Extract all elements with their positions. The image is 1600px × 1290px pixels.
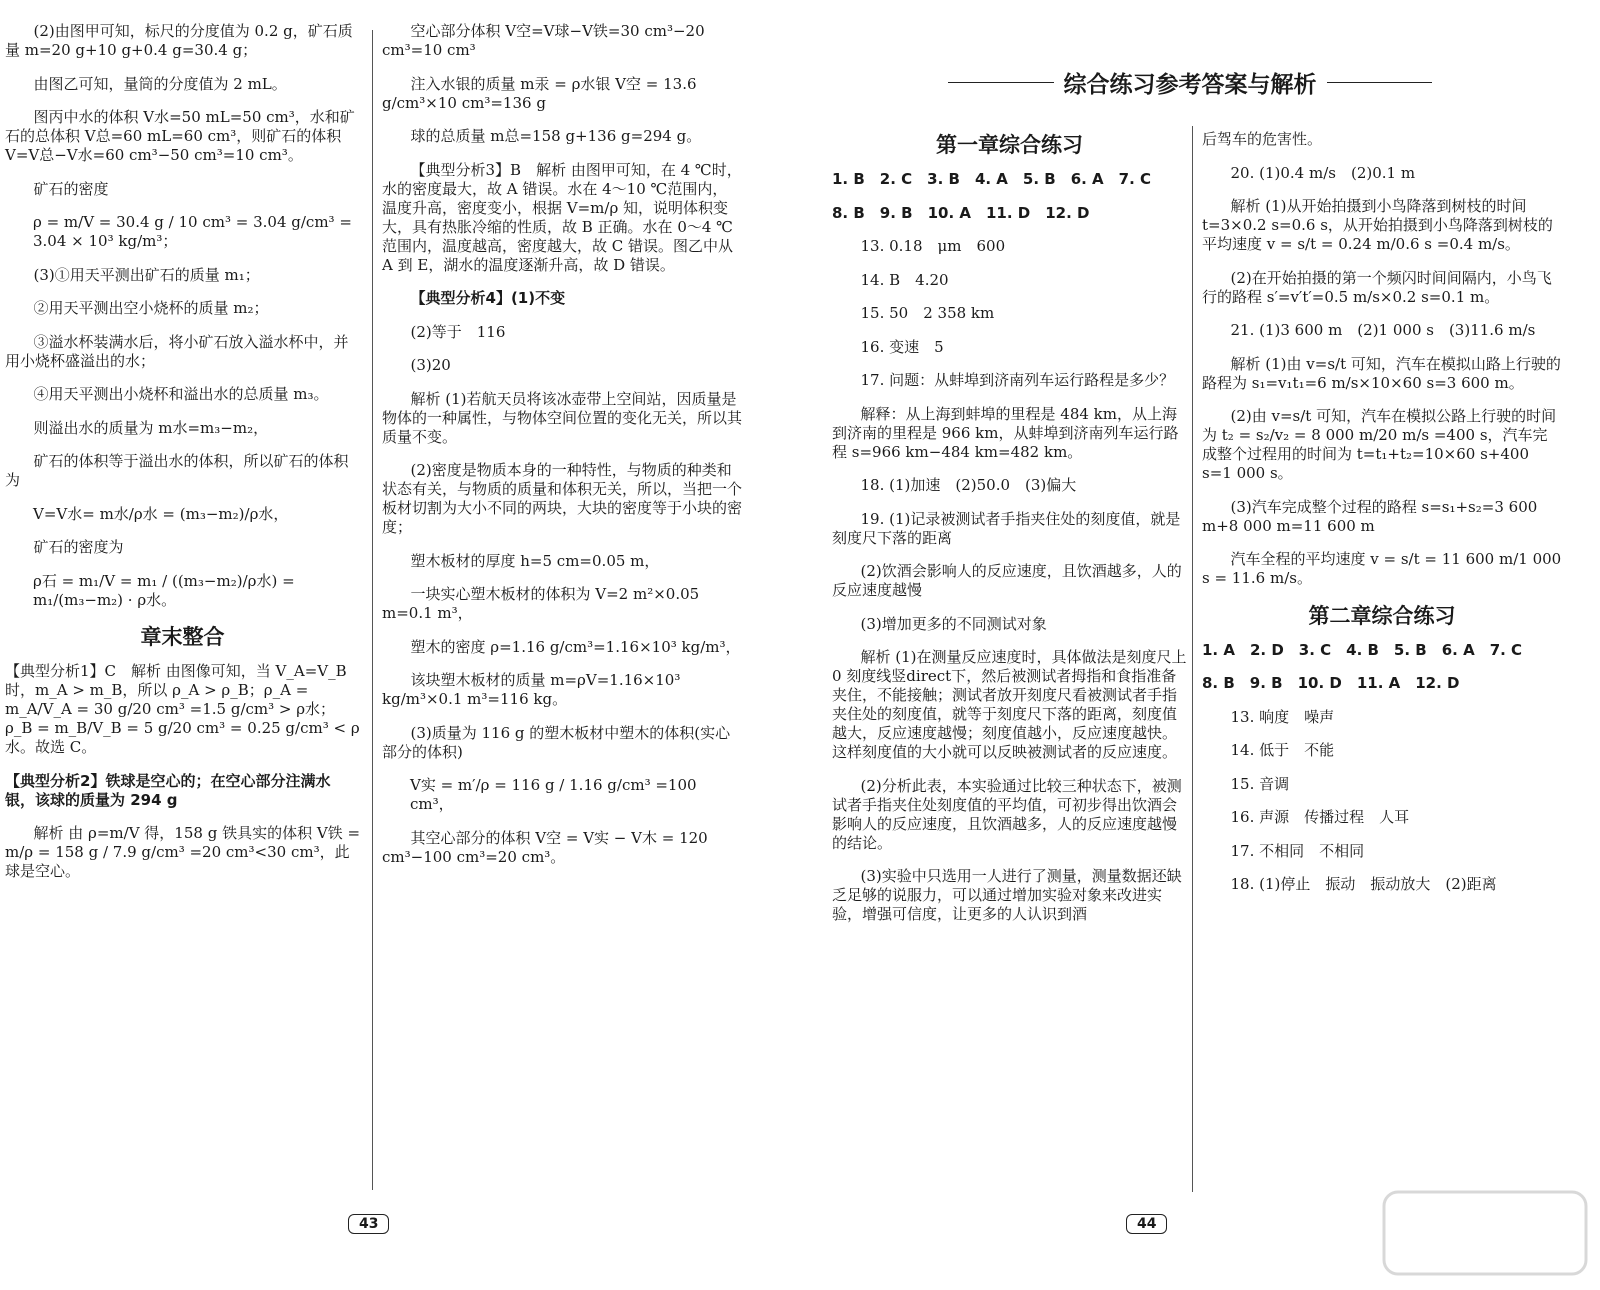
banner-title: 综合练习参考答案与解析 [1063, 72, 1317, 98]
text-paragraph: 解析 由 ρ=m/V 得，158 g 铁具实的体积 V铁 = m/ρ = 158 g / 7.9 g/cm³ =20 cm³<30 cm³，此球是空心。 [5, 824, 361, 880]
watermark-icon [1380, 1186, 1590, 1280]
answer-line: 19. (1)记录被测试者手指夹住处的刻度值，就是刻度尺下落的距离 [832, 509, 1181, 547]
formula: V=V水= m水/ρ水 = (m₃−m₂)/ρ水， [33, 504, 289, 523]
text-paragraph: (3)质量为 116 g 的塑木板材中塑木的体积(实心部分的体积) [382, 723, 731, 761]
answer-line: 16. 变速 5 [860, 337, 944, 356]
text-paragraph: (3)①用天平测出矿石的质量 m₁； [33, 265, 260, 284]
formula: V实 = m′/ρ = 116 g / 1.16 g/cm³ =100 cm³， [410, 776, 697, 813]
answer-line: 17. 问题：从蚌埠到济南列车运行路程是多少？ [860, 371, 1175, 389]
text-paragraph: 【典型分析2】铁球是空心的；在空心部分注满水银，该球的质量为 294 g [5, 771, 331, 809]
answer-line: 15. 音调 [1230, 774, 1290, 793]
text-paragraph: 【典型分析4】(1)不变 [410, 289, 566, 307]
answer-line: 18. (1)加速 (2)50.0 (3)偏大 [860, 476, 1077, 494]
text-paragraph: 矿石的密度为 [33, 538, 124, 556]
text-paragraph: (3)汽车完成整个过程的路程 s=s₁+s₂=3 600 m+8 000 m=11 600 m [1202, 497, 1538, 535]
page-number-right: 44 [1126, 1214, 1167, 1234]
text-paragraph: (2)由 v=s/t 可知，汽车在模拟公路上行驶的时间为 t₂ = s₂/v₂ = 8 000 m/20 m/s =400 s，汽车完成整个过程用的时间为 t=t₁+t₂=10×60 s+400 s=1 000 s。 [1202, 407, 1557, 482]
text-paragraph: (2)分析此表，本实验通过比较三种状态下，被测试者手指夹住处刻度值的平均值，可初步得出饮酒会影响人的反应速度，且饮酒越多，人的反应速度越慢的结论。 [832, 776, 1182, 852]
text-paragraph: 后驾车的危害性。 [1202, 130, 1323, 148]
answer-line: (2)饮酒会影响人的反应速度，且饮酒越多，人的反应速度越慢 [832, 562, 1182, 599]
text-paragraph: 其空心部分的体积 V空 = V实 − V木 = 120 cm³−100 cm³=20 cm³。 [382, 828, 708, 866]
text-paragraph: 矿石的密度 [33, 179, 109, 198]
right-col-2 [1202, 130, 1562, 909]
text-paragraph: (2)等于 116 [410, 322, 506, 341]
answer-line: 16. 声源 传播过程 人耳 [1230, 808, 1410, 826]
answer-line: 8. B 9. B 10. D 11. A 12. D [1202, 674, 1460, 692]
column-divider [1192, 126, 1193, 1192]
answer-line: 14. B 4.20 [860, 270, 949, 289]
banner-rule-right [1327, 82, 1433, 83]
answer-line: 17. 不相同 不相同 [1230, 841, 1365, 860]
section-heading: 章末整合 [140, 625, 225, 649]
text-paragraph: (2)由图甲可知，标尺的分度值为 0.2 g，矿石质量 m=20 g+10 g+0.4 g=30.4 g； [5, 22, 353, 59]
answers-banner [948, 66, 1432, 99]
text-paragraph: 由图乙可知，量筒的分度值为 2 mL。 [33, 74, 287, 93]
text-paragraph: (2)在开始拍摄的第一个频闪时间间隔内，小鸟飞行的路程 s′=v′t′=0.5 m/s×0.2 s=0.1 m。 [1202, 268, 1552, 306]
text-paragraph: 注入水银的质量 m汞 = ρ水银 V空 = 13.6 g/cm³×10 cm³=136 g [382, 74, 697, 112]
answer-line: 8. B 9. B 10. A 11. D 12. D [832, 203, 1090, 222]
chapter-heading: 第一章综合练习 [936, 133, 1083, 157]
answer-line: 21. (1)3 600 m (2)1 000 s (3)11.6 m/s [1230, 321, 1536, 339]
answer-line: 1. A 2. D 3. C 4. B 5. B 6. A 7. C [1202, 640, 1523, 659]
watermark-logo [1380, 1186, 1590, 1280]
text-paragraph: ④用天平测出小烧杯和溢出水的总质量 m₃。 [33, 385, 329, 403]
text-paragraph: 解释：从上海到蚌埠的里程是 484 km，从上海到济南的里程是 966 km，从蚌埠到济南列车运行路程 s=966 km−484 km=482 km。 [832, 404, 1179, 461]
formula: ρ = m/V = 30.4 g / 10 cm³ = 3.04 g/cm³ = 3.04 × 10³ kg/m³； [33, 213, 352, 250]
text-paragraph: 解析 (1)由 v=s/t 可知，汽车在模拟山路上行驶的路程为 s₁=v₁t₁=6 m/s×10×60 s=3 600 m。 [1202, 354, 1561, 392]
text-paragraph: (2)密度是物质本身的一种特性，与物质的种类和状态有关，与物质的质量和体积无关，所以，当把一个板材切割为大小不同的两块，大块的密度等于小块的密度； [382, 461, 743, 536]
text-paragraph: 【典型分析1】C 解析 由图像可知，当 V_A=V_B 时，m_A > m_B，所以 ρ_A > ρ_B；ρ_A = m_A/V_A = 30 g/20 cm³ =1.5 g/cm³ > ρ水；ρ_B = m_B/V_B = 5 g/20 cm³ = 0.25 g/cm³ < ρ水。故选 C。 [5, 662, 360, 756]
chapter-heading: 第二章综合练习 [1308, 603, 1456, 628]
text-paragraph: 一块实心塑木板材的体积为 V=2 m²×0.05 m=0.1 m³， [382, 585, 700, 622]
text-paragraph: 球的总质量 m总=158 g+136 g=294 g。 [410, 127, 702, 145]
answer-line: (3)增加更多的不同测试对象 [860, 614, 1047, 633]
text-paragraph: 汽车全程的平均速度 v = s/t = 11 600 m/1 000 s = 11.6 m/s。 [1202, 550, 1562, 587]
text-paragraph: 塑木的密度 ρ=1.16 g/cm³=1.16×10³ kg/m³， [410, 637, 741, 656]
text-paragraph: 解析 (1)从开始拍摄到小鸟降落到树枝的时间 t=3×0.2 s=0.6 s，从开始拍摄到小鸟降落到树枝的平均速度 v = s/t = 0.24 m/0.6 s =0.4 m/s。 [1202, 197, 1553, 253]
left-col-2 [382, 22, 742, 881]
text-paragraph: (3)20 [410, 356, 451, 374]
answer-line: 13. 响度 噪声 [1230, 707, 1335, 726]
answer-line: 20. (1)0.4 m/s (2)0.1 m [1230, 163, 1416, 182]
text-paragraph: 空心部分体积 V空=V球−V铁=30 cm³−20 cm³=10 cm³ [382, 22, 705, 59]
answer-line: 13. 0.18 μm 600 [860, 237, 1006, 255]
page-number-left: 43 [348, 1214, 389, 1234]
text-paragraph: 该块塑木板材的质量 m=ρV=1.16×10³ kg/m³×0.1 m³=116 kg。 [382, 671, 681, 708]
answer-line: 15. 50 2 358 km [860, 304, 995, 322]
text-paragraph: 图丙中水的体积 V水=50 mL=50 cm³，水和矿石的总体积 V总=60 mL=60 cm³，则矿石的体积 V=V总−V水=60 cm³−50 cm³=10 cm³。 [5, 108, 355, 164]
answer-line: 14. 低于 不能 [1230, 741, 1335, 759]
text-paragraph: 解析 (1)若航天员将该冰壶带上空间站，因质量是物体的一种属性，与物体空间位置的变化无关，所以其质量不变。 [382, 389, 743, 446]
text-paragraph: (3)实验中只选用一人进行了测量，测量数据还缺乏足够的说服力，可以通过增加实验对象来改进实验，增强可信度，让更多的人认识到酒 [832, 867, 1182, 923]
right-col-1 [832, 126, 1187, 939]
text-paragraph: ②用天平测出空小烧杯的质量 m₂； [33, 299, 269, 317]
text-paragraph: 矿石的体积等于溢出水的体积，所以矿石的体积为 [5, 452, 349, 489]
text-paragraph: 则溢出水的质量为 m水=m₃−m₂， [33, 418, 269, 437]
text-paragraph: 解析 (1)在测量反应速度时，具体做法是刻度尺上 0 刻度线竖direct下，然后被测试者拇指和食指准备夹住，不能接触；测试者放开刻度尺看被测试者手指夹住处的刻度值，就等于刻度尺下落的距离，刻度值越大，反应速度越慢；刻度值越小，反应速度越快。这样刻度值的大小就可以反映被测试者的反应速度。 [832, 648, 1187, 761]
text-paragraph: 塑木板材的厚度 h=5 cm=0.05 m， [410, 551, 660, 570]
banner-rule-left [948, 82, 1054, 83]
left-col-1 [5, 22, 360, 896]
formula: ρ石 = m₁/V = m₁ / ((m₃−m₂)/ρ水) = m₁/(m₃−m₂) · ρ水。 [33, 571, 295, 609]
answer-line: 1. B 2. C 3. B 4. A 5. B 6. A 7. C [832, 170, 1152, 188]
column-divider [372, 30, 373, 1190]
text-paragraph: 【典型分析3】B 解析 由图甲可知，在 4 ℃时，水的密度最大，故 A 错误。水在 4～10 ℃范围内，温度升高，密度变小，根据 V=m/ρ 知，说明体积变大，具有热胀冷缩的性质，故 B 正确。水在 0～4 ℃范围内，温度越高，密度越大，故 C 错误。图乙中从 A 到 E，湖水的温度逐渐升高，故 D 错误。 [382, 160, 742, 274]
answer-line: 18. (1)停止 振动 振动放大 (2)距离 [1230, 875, 1497, 893]
text-paragraph: ③溢水杯装满水后，将小矿石放入溢水杯中，并用小烧杯盛溢出的水； [5, 332, 349, 370]
